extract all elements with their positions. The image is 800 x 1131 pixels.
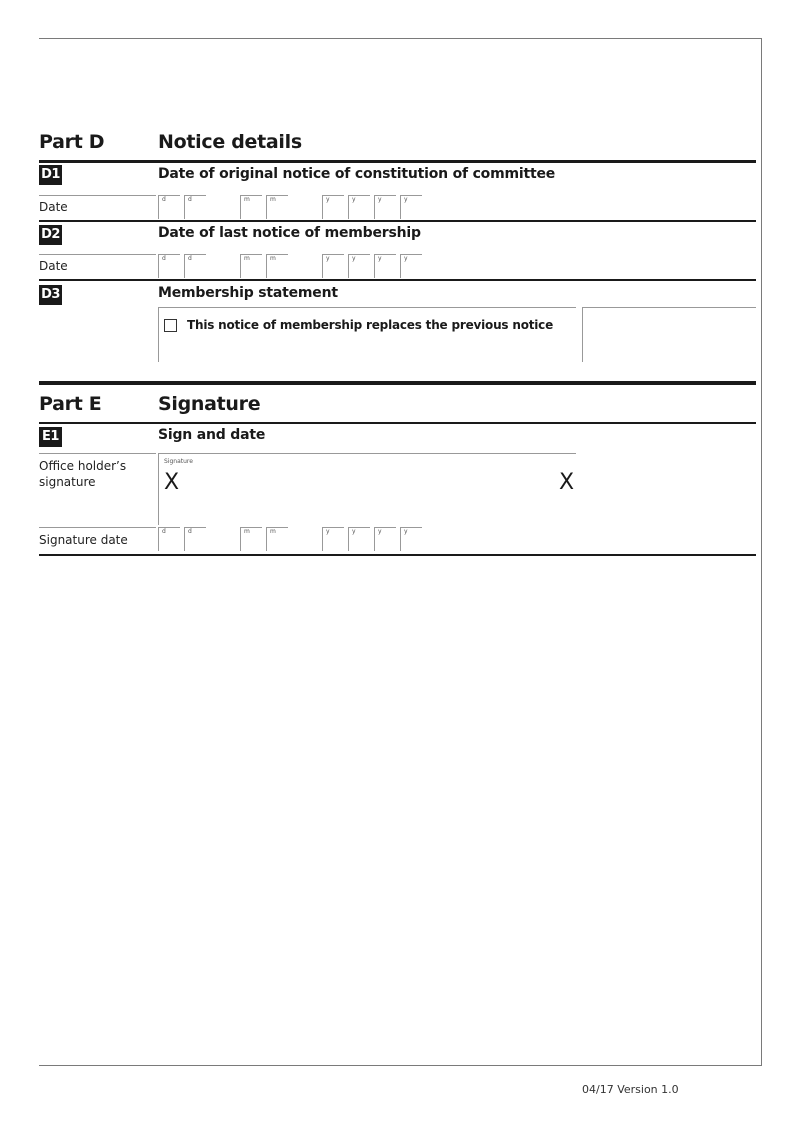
part-d-label: Part D — [39, 131, 105, 153]
membership-statement-side-box — [582, 307, 756, 362]
d1-date-label: Date — [39, 200, 68, 214]
date-box-day[interactable]: d — [158, 195, 180, 219]
date-box-year[interactable]: y — [374, 254, 396, 278]
section-title-e1: Sign and date — [158, 427, 266, 443]
signature-x-mark-left: X — [164, 470, 180, 495]
date-box-month[interactable]: m — [266, 195, 288, 219]
date-box-day[interactable]: d — [158, 254, 180, 278]
date-box-month[interactable]: m — [240, 195, 262, 219]
section-badge-d3: D3 — [39, 285, 62, 305]
part-e-label: Part E — [39, 393, 102, 415]
section-title-d2: Date of last notice of membership — [158, 225, 421, 241]
part-e-top-rule — [39, 381, 756, 385]
d2-row-line — [39, 254, 156, 255]
date-box-year[interactable]: y — [374, 527, 396, 551]
date-box-year[interactable]: y — [322, 254, 344, 278]
d2-rule — [39, 220, 756, 222]
section-title-d1: Date of original notice of constitution of committee — [158, 166, 556, 182]
date-box-month[interactable]: m — [266, 527, 288, 551]
section-badge-e1: E1 — [39, 427, 62, 447]
date-box-month[interactable]: m — [240, 254, 262, 278]
date-box-year[interactable]: y — [400, 254, 422, 278]
d2-date-label: Date — [39, 259, 68, 273]
part-d-rule — [39, 160, 756, 163]
office-holder-signature-label: Office holder’s signature — [39, 459, 127, 489]
date-box-month[interactable]: m — [266, 254, 288, 278]
part-e-rule — [39, 422, 756, 424]
part-e-bottom-rule — [39, 554, 756, 556]
date-box-month[interactable]: m — [240, 527, 262, 551]
section-title-d3: Membership statement — [158, 285, 338, 301]
section-badge-d1: D1 — [39, 165, 62, 185]
signature-x-mark-right: X — [559, 470, 575, 495]
part-d-title: Notice details — [158, 131, 302, 153]
replaces-previous-notice-label: This notice of membership replaces the previous notice — [187, 318, 554, 332]
signature-date-row-line — [39, 527, 156, 528]
date-box-year[interactable]: y — [374, 195, 396, 219]
part-e-title: Signature — [158, 393, 261, 415]
signature-box[interactable] — [158, 453, 576, 525]
signature-caption: Signature — [164, 458, 193, 465]
page-frame-bottom — [39, 1065, 762, 1066]
date-box-year[interactable]: y — [348, 254, 370, 278]
date-box-year[interactable]: y — [400, 195, 422, 219]
page-frame-right — [761, 38, 762, 1066]
date-box-day[interactable]: d — [158, 527, 180, 551]
date-box-year[interactable]: y — [348, 195, 370, 219]
section-badge-d2: D2 — [39, 225, 62, 245]
date-box-year[interactable]: y — [400, 527, 422, 551]
date-box-day[interactable]: d — [184, 195, 206, 219]
signature-row-line — [39, 453, 156, 454]
d3-rule — [39, 279, 756, 281]
date-box-year[interactable]: y — [348, 527, 370, 551]
footer-version: 04/17 Version 1.0 — [582, 1083, 679, 1096]
page-frame-top — [39, 38, 762, 39]
membership-statement-box — [158, 307, 576, 362]
date-box-day[interactable]: d — [184, 254, 206, 278]
date-box-year[interactable]: y — [322, 195, 344, 219]
replaces-previous-notice-checkbox[interactable] — [164, 319, 177, 332]
date-box-day[interactable]: d — [184, 527, 206, 551]
signature-date-label: Signature date — [39, 533, 128, 547]
d1-row-line — [39, 195, 156, 196]
date-box-year[interactable]: y — [322, 527, 344, 551]
